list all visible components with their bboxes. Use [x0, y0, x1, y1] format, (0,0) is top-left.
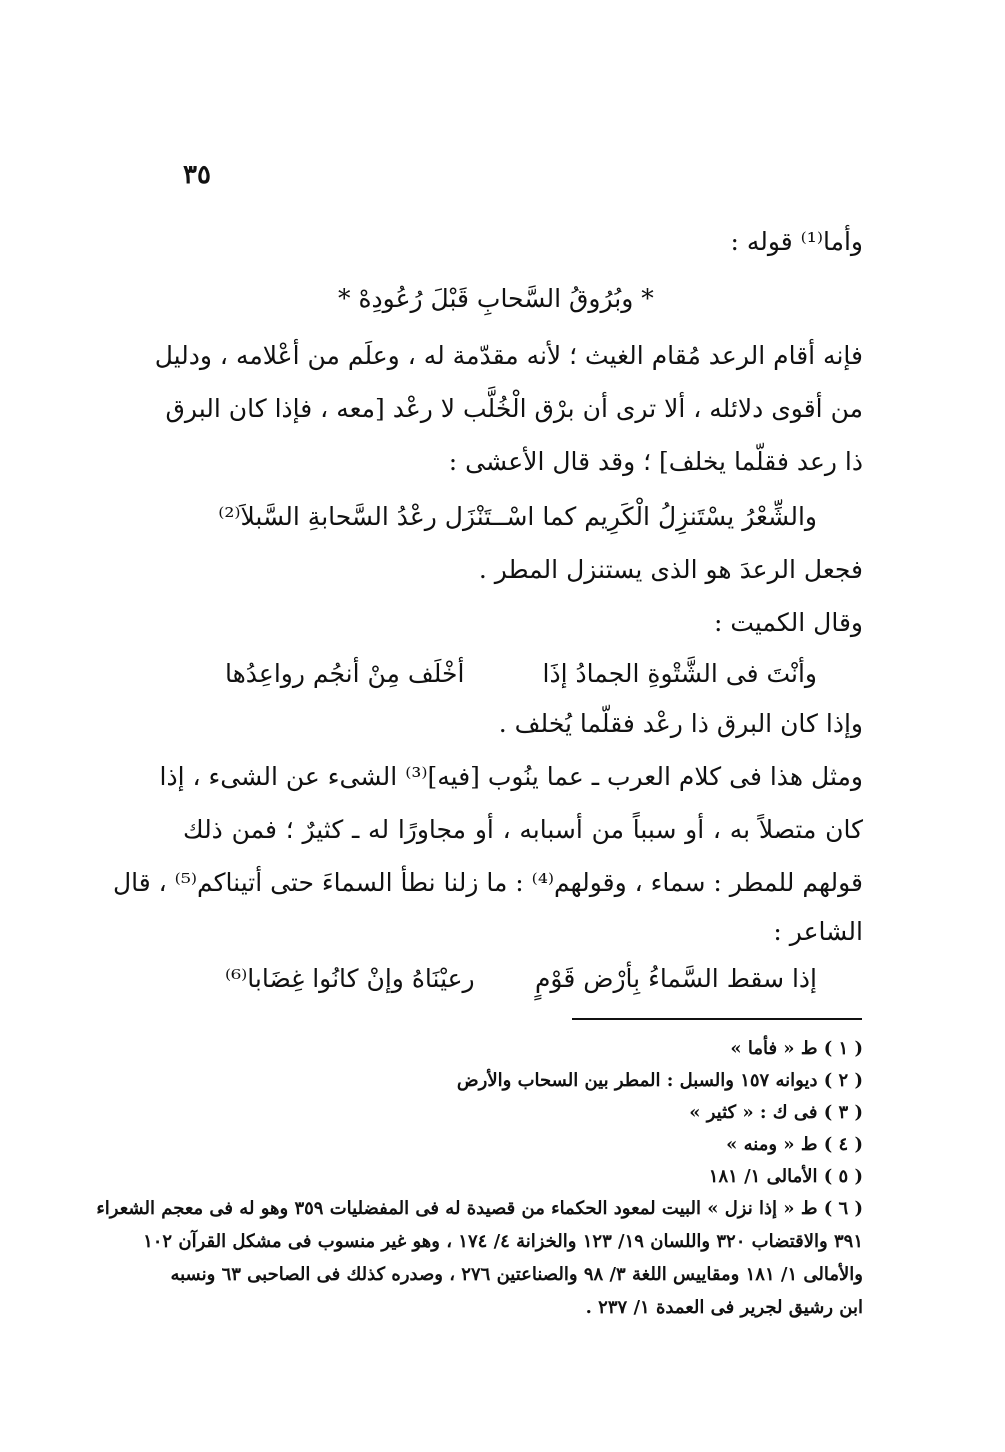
text-line: ومثل هذا فى كلام العرب ـ عما ينُوب [فيه]⁽³⁾ الشىء عن الشىء ، إذا	[159, 762, 863, 791]
verse-line	[225, 661, 817, 686]
text-line: وأما⁽¹⁾ قوله :	[730, 227, 863, 256]
text-line: قولهم للمطر : سماء ، وقولهم⁽⁴⁾ : ما زلنا نطأ السماءَ حتى أتيناكم⁽⁵⁾ ، قال	[112, 868, 863, 897]
footnote: ( ٤ ) ط « ومنه »	[726, 1134, 863, 1155]
footnote: ( ٢ ) ديوانه ١٥٧ والسبل : المطر بين السحاب والأرض	[456, 1070, 863, 1091]
verse-hemistich-second: أخْلَف مِنْ أنجُم رواعِدُها	[225, 659, 465, 688]
text-line: ذا رعد فقلّما يخلف] ؛ وقد قال الأعشى :	[448, 447, 863, 476]
verse-hemistich-first: وأنْتَ فى الشَّتْوةِ الجمادُ إذَا	[542, 659, 817, 688]
footnote: ( ١ ) ط « فأما »	[730, 1038, 863, 1059]
text-line: الشاعر :	[773, 917, 863, 946]
verse-line	[225, 966, 817, 991]
footnote-continuation: والأمالى ١/ ١٨١ ومقاييس اللغة ٣/ ٩٨ والصناعتين ٢٧٦ ، وصدره كذلك فى الصاحبى ٦٣ ونسبه	[170, 1264, 863, 1285]
text-line: فجعل الرعدَ هو الذى يستنزل المطر .	[478, 555, 863, 584]
text-line: من أقوى دلائله ، ألا ترى أن برْق الْخُلَّب لا رعْد [معه ، فإذا كان البرق	[165, 394, 863, 423]
footnote: ( ٦ ) ط « إذا نزل » البيت لمعود الحكماء من قصيدة له فى المفضليات ٣٥٩ وهو له فى معجم الشعراء	[96, 1198, 863, 1219]
verse-hemistich-second: ـتَنْزَل رعْدُ السَّحابةِ السَّبلاَ⁽²⁾	[218, 502, 500, 531]
footnote-continuation: ٣٩١ والاقتضاب ٣٢٠ واللسان ١٩/ ١٢٣ والخزانة ٤/ ١٧٤ ، وهو غير منسوب فى مشكل القرآن ١٠٢	[143, 1231, 863, 1252]
verse-hemistich-first: إذا سقط السَّماءُ بِأرْض قَوْمٍ	[534, 964, 817, 993]
text-line: كان متصلاً به ، أو سبباً من أسبابه ، أو مجاورًا له ـ كثيرٌ ؛ فمن ذلك	[183, 815, 863, 844]
verse-line	[218, 502, 817, 531]
text-line: وقال الكميت :	[713, 608, 863, 637]
footnote: ( ٣ ) فى ك : « كثير »	[689, 1102, 863, 1123]
verse-hemistich-second: رعيْنَاهُ وإنْ كانُوا غِضَابا⁽⁶⁾	[225, 964, 475, 993]
verse-hemistich-first: والشِّعْرُ يسْتَنزِلُ الْكَرِيم كما اسْـ	[499, 502, 817, 531]
footnote-continuation: ابن رشيق لجرير فى العمدة ١/ ٢٣٧ .	[585, 1297, 863, 1318]
page-number: ٣٥	[183, 160, 211, 190]
verse-line: * وبُرُوقُ السَّحابِ قَبْلَ رُعُودِهْ *	[338, 284, 654, 313]
text-line: فإنه أقام الرعد مُقام الغيث ؛ لأنه مقدّمة له ، وعلَم من أعْلامه ، ودليل	[154, 341, 863, 370]
footnote-divider	[572, 1018, 862, 1020]
text-line: وإذا كان البرق ذا رعْد فقلّما يُخلف .	[498, 709, 863, 738]
footnote: ( ٥ ) الأمالى ١/ ١٨١	[708, 1166, 863, 1187]
